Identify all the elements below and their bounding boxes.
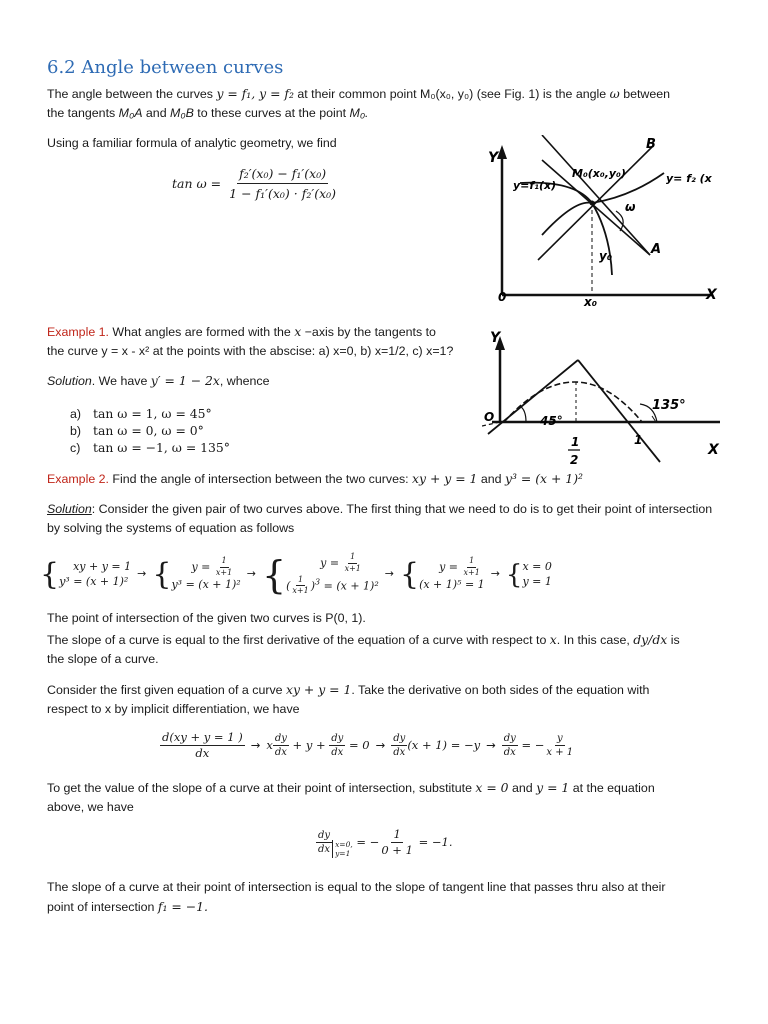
arrow-icon: → (250, 737, 261, 752)
fig1-label-a: A (651, 242, 662, 257)
fig2-half-denominator: 2 (570, 453, 579, 467)
intro-text: and (142, 106, 171, 121)
fig2-angle-135: 135° (652, 398, 686, 413)
answer-marker: a) (70, 407, 82, 421)
arrow-icon: → (246, 567, 256, 581)
slope-evaluation: $\frac{dy}{dx}$ x=0, y=1 = − $\frac{1}{0 + 1}$ = −1. (318, 826, 453, 858)
arrow-icon: → (490, 567, 500, 581)
answer-item (70, 438, 230, 458)
solution-text: , whence (219, 374, 270, 388)
intro-omega: ω (609, 86, 620, 101)
formula-fraction (227, 164, 338, 204)
sys5-eq-b: y = 1 (522, 574, 552, 588)
slope-definition-paragraph: The slope of a curve is equal to the first derivative of the equation of a curve with respect to x. In this case, dy/dx is the slope of a curve. (47, 632, 680, 667)
answer-text: tan ω = 1, ω = 45° (93, 406, 212, 421)
intro-formula-sentence: Using a familiar formula of analytic geometry, we find (47, 136, 337, 150)
sys4-eq-b: (x + 1)⁵ = 1 (419, 578, 485, 592)
solution-label: Solution (47, 374, 92, 388)
figure-2-parabola-diagram (482, 322, 727, 470)
system-of-equations: { xy + y = 1 y³ = (x + 1)² → { y = $\frac{1}{x+1}$ y³ = (x + 1)² → { y = $\frac{1}{x+1}$ ( $\frac{1}{x+1}$ )$^3$ = (x + 1)² → { y = $\frac{1}{x+1}$ (x + 1)⁵ = 1 → { x = 0 y = 1 (40, 552, 552, 597)
intro-m0: M₀. (349, 106, 369, 121)
fig1-omega-label: ω (625, 200, 636, 214)
solution-text: . We have (91, 374, 151, 388)
substitute-paragraph: To get the value of the slope of a curve at their point of intersection, substitute x = 0 and y = 1 at the equation above, we have (47, 780, 655, 815)
answer-text: tan ω = −1, ω = 135° (93, 440, 230, 456)
example-2-question (47, 469, 717, 489)
intro-text: the tangents (47, 106, 119, 121)
fig1-label-b: B (646, 137, 656, 152)
final-paragraph: The slope of a curve at their point of intersection is equal to the slope of tangent line that passes thru also at their point of intersection f₁ = −1. (47, 880, 666, 915)
example-2-eq2: y³ = (x + 1)² (505, 471, 583, 486)
arrow-icon: → (375, 737, 386, 752)
arrow-icon: → (384, 567, 394, 581)
sys2-eq-a: y = $\frac{1}{x+1}$ (191, 555, 233, 577)
fig1-point-label: M₀(x₀,y₀) (572, 167, 626, 180)
fig2-one-label: 1 (634, 433, 643, 447)
example-1-answers (70, 404, 230, 459)
fig2-x-axis-label: X (708, 442, 719, 458)
fig1-x0-label: x₀ (584, 295, 597, 309)
intersection-point-text: The point of intersection of the given two curves is P(0, 1). (47, 611, 366, 625)
intro-m0a: M₀A (118, 106, 143, 121)
sys3-eq-a: y = $\frac{1}{x+1}$ (320, 552, 361, 573)
intro-text: to these curves at the point (193, 106, 350, 121)
example-1-text: −axis by the tangents to (301, 325, 436, 339)
example-1-x: x (294, 324, 302, 339)
intro-math-curves: y = f₁, y = f₂ (216, 86, 294, 101)
sys1-eq-b: y³ = (x + 1)² (59, 574, 129, 588)
tan-omega-formula (172, 164, 338, 204)
intro-text: at their common point M₀(x₀, y₀) (see Fig. 1) is the angle (293, 87, 610, 101)
intro-text: between (619, 87, 671, 101)
arrow-icon: → (137, 567, 147, 581)
example-1-text: What angles are formed with the (108, 325, 295, 339)
example-1-question (47, 322, 467, 361)
example-2-text: and (477, 472, 505, 486)
answer-marker: c) (70, 441, 81, 456)
fig2-half-numerator: 1 (571, 435, 580, 449)
answer-text: tan ω = 0, ω = 0° (93, 423, 204, 439)
sys2-eq-b: y³ = (x + 1)² (171, 578, 241, 592)
solution-derivative: y′ = 1 − 2x (150, 373, 220, 388)
answer-marker: b) (70, 424, 82, 439)
implicit-derivative-chain: $\frac{d(xy + y = 1 )}{dx}$ → x $\frac{dy}{dx}$ + y + $\frac{dy}{dx}$ = 0 → $\frac{dy}{dx}$ (x + 1) = −y → $\frac{dy}{dx}$ = − $\frac{y}{x + 1}$ (162, 730, 574, 760)
example-1-label: Example 1. (47, 325, 109, 339)
fig1-curve1-label: y=f₁(x) (513, 179, 557, 192)
figure-1-angle-diagram (480, 135, 730, 310)
fig2-y-axis-label: Y (490, 330, 501, 346)
example-2-eq1: xy + y = 1 (412, 471, 478, 486)
arrow-icon: → (486, 737, 496, 752)
fig1-y-axis-label: Y (488, 150, 499, 166)
implicit-diff-paragraph: Consider the first given equation of a curve xy + y = 1. Take the derivative on both sides of the equation with respect to x by implicit differentiation, we have (47, 682, 650, 717)
sys4-eq-a: y = $\frac{1}{x+1}$ (439, 555, 480, 577)
intro-text: The angle between the curves (47, 87, 217, 101)
example-1-text: the curve y = x - x² at the points with the abscise: a) x=0, b) x=1/2, c) x=1? (47, 344, 454, 359)
intro-paragraph (47, 84, 717, 123)
page-title: 6.2 Angle between curves (47, 57, 284, 78)
fig1-curve2-label: y= f₂ (x (666, 172, 712, 185)
solution-2-label: Solution (47, 502, 92, 516)
sys3-eq-b: ( $\frac{1}{x+1}$ )$^3$ = (x + 1)² (286, 574, 379, 596)
formula-denominator: 1 − f₁′(x₀) · f₂′(x₀) (229, 186, 337, 202)
intro-m0b: M₀B (170, 106, 194, 121)
example-2-text: Find the angle of intersection between the two curves: (108, 472, 413, 486)
sys1-eq-a: xy + y = 1 (73, 559, 132, 573)
fig2-origin-label: O (484, 410, 495, 424)
fig1-x-axis-label: X (706, 287, 717, 303)
formula-lhs: tan ω = (172, 176, 222, 192)
solution-2-intro (47, 500, 717, 538)
solution-2-text: : Consider the given pair of two curves above. The first thing that we need to do is to get their point of intersection by solving the systems of equation as follows (47, 502, 713, 536)
fig2-angle-45: 45° (540, 414, 563, 428)
fig1-y0-label: y₀ (599, 249, 613, 263)
sys5-eq-a: x = 0 (522, 559, 552, 573)
example-1-solution (47, 371, 269, 391)
formula-numerator: f₂′(x₀) − f₁′(x₀) (237, 164, 328, 184)
example-2-label: Example 2. (47, 472, 109, 486)
fig1-origin-label: 0 (498, 290, 507, 304)
